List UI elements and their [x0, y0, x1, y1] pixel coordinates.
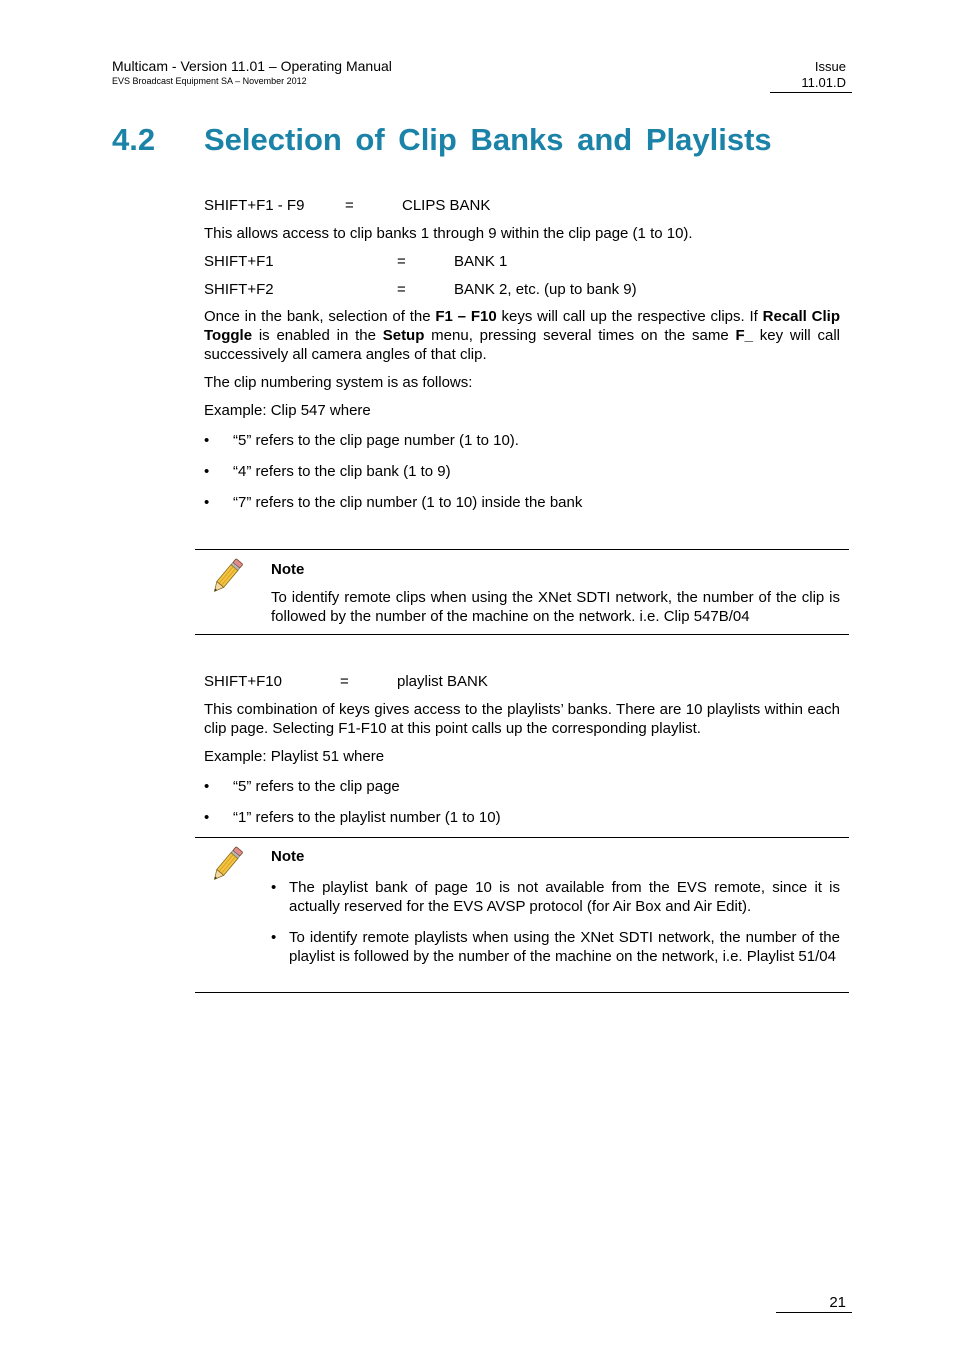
text-run: is enabled in the	[252, 327, 383, 344]
shortcut-equals: =	[340, 673, 349, 690]
section-number: 4.2	[112, 122, 156, 157]
shortcut-value: BANK 1	[454, 253, 508, 270]
list-item-text: “5” refers to the clip page number (1 to 10).	[233, 432, 519, 449]
shortcut-value: CLIPS BANK	[402, 197, 491, 214]
section-heading	[112, 121, 772, 159]
text-run: menu, pressing several times on the same	[424, 327, 736, 344]
pencil-icon	[205, 846, 245, 886]
shortcut-equals: =	[397, 281, 406, 298]
bullet-icon: •	[204, 809, 210, 826]
note-box	[195, 549, 849, 635]
note-box	[195, 837, 849, 993]
text-run: keys will call up the respective clips. If	[496, 308, 763, 325]
clips-description	[204, 307, 840, 364]
bullet-icon: •	[204, 778, 210, 795]
text-run: Once in the bank, selection of the	[204, 308, 436, 325]
list-item-text: “5” refers to the clip page	[233, 778, 400, 795]
list-item-text: “1” refers to the playlist number (1 to 10)	[233, 809, 501, 826]
bold-term: F1 – F10	[435, 308, 497, 325]
shortcut-key: SHIFT+F1	[204, 253, 274, 270]
shortcut-equals: =	[345, 197, 354, 214]
playlist-example: Example: Playlist 51 where	[204, 748, 385, 765]
shortcut-value: playlist BANK	[397, 673, 488, 690]
clips-intro: This allows access to clip banks 1 through 9 within the clip page (1 to 10).	[204, 225, 693, 242]
numbering-intro: The clip numbering system is as follows:	[204, 374, 473, 391]
manual-title: Multicam - Version 11.01 – Operating Manual	[112, 58, 392, 74]
issue-value: 11.01.D	[801, 75, 846, 90]
section-title: Selection of Clip Banks and Playlists	[204, 122, 772, 157]
list-item-text: To identify remote playlists when using the XNet SDTI network, the number of the playlist is followed by the number of the machine on the network, i.e. Playlist 51/04	[289, 929, 840, 965]
bullet-icon: •	[271, 929, 277, 946]
shortcut-equals: =	[397, 253, 406, 270]
issue-block	[770, 58, 852, 93]
list-item-text: The playlist bank of page 10 is not available from the EVS remote, since it is actually reserved for the EVS AVSP protocol (for Air Box and Air Edit).	[289, 879, 840, 915]
clip-example: Example: Clip 547 where	[204, 402, 371, 419]
playlists-intro: This combination of keys gives access to the playlists’ banks. There are 10 playlists within each clip page. Selecting F1-F10 at this point calls up the corresponding playlist.	[204, 701, 840, 737]
issue-label: Issue	[814, 59, 846, 74]
running-header	[112, 58, 392, 87]
note-title: Note	[271, 848, 305, 865]
page-number: 21	[776, 1293, 852, 1313]
bullet-icon: •	[204, 494, 210, 511]
bullet-icon: •	[204, 463, 210, 480]
manual-publisher: EVS Broadcast Equipment SA – November 2012	[112, 76, 307, 86]
list-item-text: “4” refers to the clip bank (1 to 9)	[233, 463, 451, 480]
shortcut-key: SHIFT+F1 - F9	[204, 197, 305, 214]
bullet-icon: •	[204, 432, 210, 449]
note-title: Note	[271, 561, 305, 578]
list-item-text: “7” refers to the clip number (1 to 10) inside the bank	[233, 494, 583, 511]
bold-term: Recall Clip Toggle	[204, 308, 840, 344]
shortcut-value: BANK 2, etc. (up to bank 9)	[454, 281, 637, 298]
text-run: key will call successively all camera angles of that clip.	[204, 327, 840, 363]
bold-term: Setup	[382, 327, 425, 344]
shortcut-key: SHIFT+F2	[204, 281, 274, 298]
bullet-icon: •	[271, 879, 277, 896]
bold-term: F_	[735, 327, 753, 344]
shortcut-key: SHIFT+F10	[204, 673, 282, 690]
pencil-icon	[205, 558, 245, 598]
note-text: To identify remote clips when using the XNet SDTI network, the number of the clip is followed by the number of the machine on the network. i.e. Clip 547B/04	[271, 589, 840, 625]
